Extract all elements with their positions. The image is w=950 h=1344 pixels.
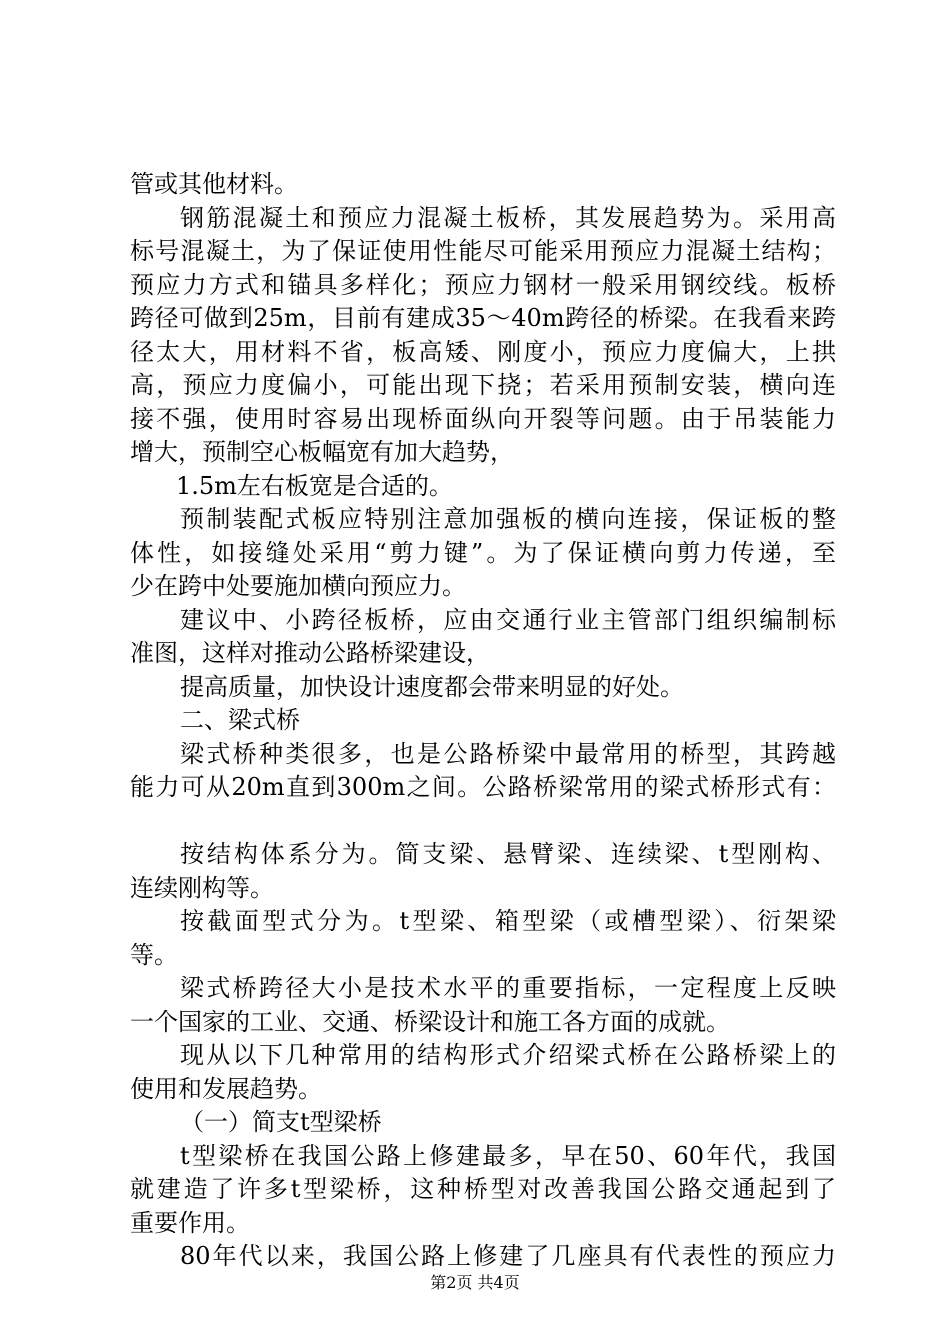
document-body — [130, 168, 836, 1274]
text-line: 预制装配式板应特别注意加强板的横向连接，保证板的整 — [180, 505, 836, 533]
text-line: 1.5m左右板宽是合适的。 — [176, 471, 453, 500]
text-line: 径太大，用材料不省，板高矮、刚度小，预应力度偏大，上拱 — [130, 337, 836, 366]
text-line: 就建造了许多t型梁桥，这种桥型对改善我国公路交通起到了 — [130, 1175, 836, 1203]
text-line: 增大，预制空心板幅宽有加大趋势， — [130, 438, 514, 466]
text-line: 现从以下几种常用的结构形式介绍梁式桥在公路桥梁上的 — [180, 1041, 836, 1069]
text-line: 能力可从20m直到300m之间。公路桥梁常用的梁式桥形式有： — [130, 773, 836, 801]
text-line: 建议中、小跨径板桥，应由交通行业主管部门组织编制标 — [180, 605, 836, 634]
text-line: 重要作用。 — [130, 1208, 250, 1237]
text-line: 连续刚构等。 — [130, 873, 274, 902]
text-line: 等。 — [130, 940, 178, 969]
text-line: 按截面型式分为。t型梁、箱型梁（或槽型梁）、衍架梁 — [180, 907, 836, 935]
text-line: 使用和发展趋势。 — [130, 1074, 322, 1103]
text-line: 预应力方式和锚具多样化；预应力钢材一般采用钢绞线。板桥 — [130, 270, 836, 299]
text-line: 钢筋混凝土和预应力混凝土板桥，其发展趋势为。采用高 — [180, 203, 836, 232]
text-line: 按结构体系分为。简支梁、悬臂梁、连续梁、t型刚构、 — [180, 840, 836, 868]
text-line: 准图，这样对推动公路桥梁建设， — [130, 639, 490, 667]
text-line: 梁式桥种类很多，也是公路桥梁中最常用的桥型，其跨越 — [180, 739, 836, 768]
text-line: t型梁桥在我国公路上修建最多，早在50、60年代，我国 — [180, 1141, 836, 1170]
text-line: 少在跨中处要施加横向预应力。 — [130, 572, 466, 600]
text-line: 80年代以来，我国公路上修建了几座具有代表性的预应力 — [180, 1242, 836, 1270]
blank-line — [130, 805, 836, 839]
text-line: 体性，如接缝处采用“剪力键”。为了保证横向剪力传递，至 — [130, 538, 836, 567]
text-line: 一个国家的工业、交通、桥梁设计和施工各方面的成就。 — [130, 1007, 730, 1036]
text-line: 高，预应力度偏小，可能出现下挠；若采用预制安装，横向连 — [130, 371, 836, 399]
text-line: 跨径可做到25m，目前有建成35～40m跨径的桥梁。在我看来跨 — [130, 304, 836, 332]
subsection-heading: （一）简支t型梁桥 — [180, 1108, 382, 1136]
text-line: 提高质量，加快设计速度都会带来明显的好处。 — [180, 672, 684, 701]
text-line: 管或其他材料。 — [130, 170, 298, 198]
text-line: 标号混凝土，为了保证使用性能尽可能采用预应力混凝土结构； — [130, 237, 836, 265]
text-line: 梁式桥跨径大小是技术水平的重要指标，一定程度上反映 — [180, 974, 836, 1002]
page-number-footer: 第2页 共4页 — [430, 1273, 520, 1292]
text-line: 接不强，使用时容易出现桥面纵向开裂等问题。由于吊装能力 — [130, 404, 836, 433]
section-heading: 二、梁式桥 — [180, 706, 300, 734]
